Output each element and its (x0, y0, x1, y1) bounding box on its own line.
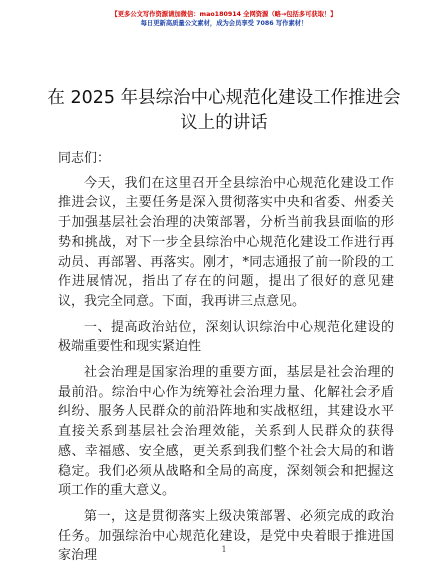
document-body (58, 149, 394, 566)
section-heading-1: 一、提高政治站位，深刻认识综治中心规范化建设的极端重要性和现实紧迫性 (58, 319, 394, 355)
paragraph-intro: 今天，我们在这里召开全县综治中心规范化建设工作推进会议，主要任务是深入贯彻落实中央和省委、州委关于加强基层社会治理的决策部署，分析当前我县面临的形势和挑战，对下一步全县综治中心规范化建设工作进行再动员、再部署、再落实。刚才，*同志通报了前一阶段的工作进展情况，指出了存在的问题，提出了很好的意见建议，我完全同意。下面，我再讲三点意见。 (58, 175, 394, 309)
salutation: 同志们： (58, 151, 111, 166)
paragraph-body: 社会治理是国家治理的重要方面，基层是社会治理的最前沿。综治中心作为统筹社会治理力量、化解社会矛盾纠纷、服务人民群众的前沿阵地和实战枢纽，其建设水平直接关系到基层社会治理效能，关系到人民群众的获得感、幸福感、安全感，更关系到我们整个社会大局的和谐稳定。我们必须从战略和全局的高度，深刻领会和把握这项工作的重大意义。 (58, 365, 394, 499)
page-number: 1 (221, 545, 227, 554)
promo-banner-line-1: 【更多公文写作资源请加微信：mao180914 全网资源（略→包括多可获取！】 (111, 11, 337, 18)
paragraph-point-1: 第一，这是贯彻落实上级决策部署、必须完成的政治任务。加强综治中心规范化建设，是党中央着眼于推进国家治理 (58, 508, 394, 564)
promo-banner-line-2: 每日更新高质量公文素材，成为会员享受 7086 写作素材！ (140, 20, 308, 27)
document-title: 在 2025 年县综治中心规范化建设工作推进会议上的讲话 (47, 88, 401, 133)
promo-banner (0, 10, 448, 29)
